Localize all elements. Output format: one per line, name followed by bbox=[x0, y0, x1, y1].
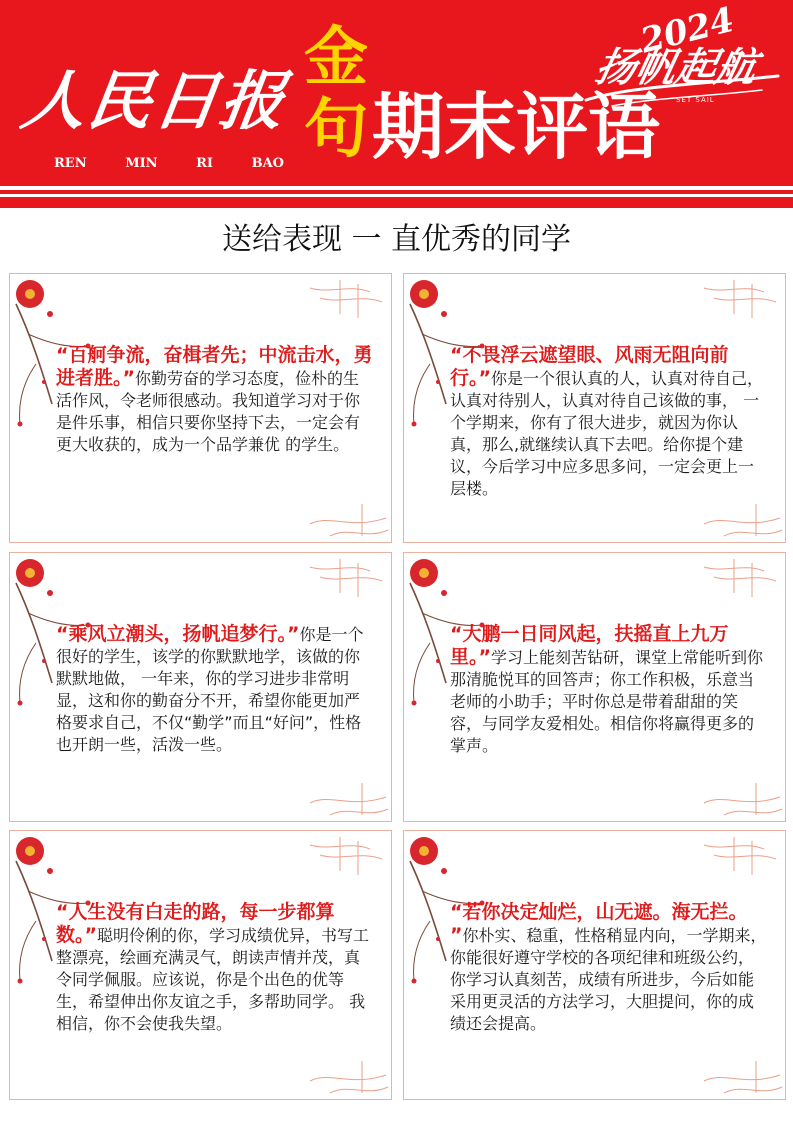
wave-corner-icon bbox=[704, 280, 776, 318]
comment-quote: “大鹏一日同风起，扶摇直上九万里。” bbox=[450, 623, 729, 668]
pinyin-word: REN bbox=[54, 156, 87, 171]
wave-corner-icon bbox=[704, 504, 782, 536]
comment-text bbox=[56, 901, 374, 1035]
wave-corner-icon bbox=[310, 1061, 388, 1093]
pinyin-word: BAO bbox=[251, 156, 284, 171]
wave-corner-icon bbox=[704, 783, 782, 815]
wave-corner-icon bbox=[704, 559, 776, 597]
comment-quote: “人生没有白走的路，每一步都算数。” bbox=[56, 901, 335, 946]
wave-corner-icon bbox=[704, 1061, 782, 1093]
banner-divider bbox=[0, 186, 793, 190]
comment-card bbox=[9, 830, 392, 1100]
comment-card bbox=[403, 273, 786, 543]
year-mark: 2024 bbox=[636, 0, 739, 62]
comment-quote: “乘风立潮头，扬帆追梦行。” bbox=[56, 623, 300, 645]
slogan-calligraphy: 扬帆起航 bbox=[591, 44, 762, 91]
page-title: 期末评语 bbox=[372, 85, 661, 169]
comment-body: 你勤劳奋的学习态度，俭朴的生活作风，令老师很感动。我知道学习对于你是件乐事，相信只要你坚持下去，一定会有更大收获的，成为一个品学兼优 的学生。 bbox=[56, 369, 361, 454]
logo-pinyin bbox=[54, 156, 284, 174]
comment-text bbox=[56, 344, 374, 456]
comment-body: 你是一个很好的学生，该学的你默默地学，该做的你默默地做， 一年来，你的学习进步非常明显，这和你的勤奋分不开，希望你能更加严格要求自己，不仅“勤学”而且“好问”，性格也开朗一些，活泼一些。 bbox=[56, 625, 364, 754]
comment-text bbox=[450, 344, 768, 500]
comment-card bbox=[9, 552, 392, 822]
comment-body: 你是一个很认真的人，认真对待自己，认真对待别人，认真对待自己该做的事， 一个学期来，你有了很大进步，就因为你认真，那么,就继续认真下去吧。给你提个建议，今后学习中应多思多问，一定会更上一层楼。 bbox=[450, 369, 764, 498]
pinyin-word: MIN bbox=[125, 156, 158, 171]
wave-corner-icon bbox=[310, 504, 388, 536]
comment-card bbox=[403, 830, 786, 1100]
comment-text bbox=[450, 623, 768, 757]
comment-quote: “不畏浮云遮望眼、风雨无阻向前行。” bbox=[450, 344, 729, 389]
gold-character-ju: 句 bbox=[304, 93, 368, 167]
comment-text bbox=[56, 623, 374, 756]
section-subtitle: 送给表现 一 直优秀的同学 bbox=[221, 222, 572, 257]
comment-quote: “若你决定灿烂，山无遮。海无拦。 ” bbox=[450, 901, 748, 946]
wave-corner-icon bbox=[310, 783, 388, 815]
wave-corner-icon bbox=[310, 280, 382, 318]
newspaper-logo: 人民日报 bbox=[16, 64, 292, 139]
comment-body: 学习上能刻苦钻研，课堂上常能听到你那清脆悦耳的回答声；你工作积极，乐意当老师的小助手；平时你总是带着甜甜的笑容，与同学友爱相处。相信你将赢得更多的掌声。 bbox=[450, 648, 764, 755]
wave-corner-icon bbox=[310, 559, 382, 597]
slogan-english: SET SAIL bbox=[676, 96, 715, 104]
banner-divider bbox=[0, 194, 793, 197]
pinyin-word: RI bbox=[196, 156, 214, 171]
comment-body: 聪明伶俐的你，学习成绩优异，书写工整漂亮，绘画充满灵气，朗读声情并茂，真令同学佩服。应该说，你是个出色的优等生，希望伸出你友谊之手，多帮助同学。 我相信，你不会使我失望。 bbox=[56, 926, 370, 1033]
wave-corner-icon bbox=[704, 837, 776, 875]
gold-character-jin: 金 bbox=[304, 21, 368, 95]
comment-card bbox=[9, 273, 392, 543]
comment-body: 你朴实、稳重，性格稍显内向，一学期来，你能很好遵守学校的各项纪律和班级公约，你学习认真刻苦，成绩有所进步，今后如能采用更灵活的方法学习，大胆提问，你的成绩还会提高。 bbox=[450, 926, 767, 1033]
wave-corner-icon bbox=[310, 837, 382, 875]
comment-quote: “百舸争流，奋楫者先；中流击水，勇进者胜。” bbox=[56, 344, 373, 389]
comment-card bbox=[403, 552, 786, 822]
comment-text bbox=[450, 901, 768, 1035]
header-banner bbox=[0, 0, 793, 208]
